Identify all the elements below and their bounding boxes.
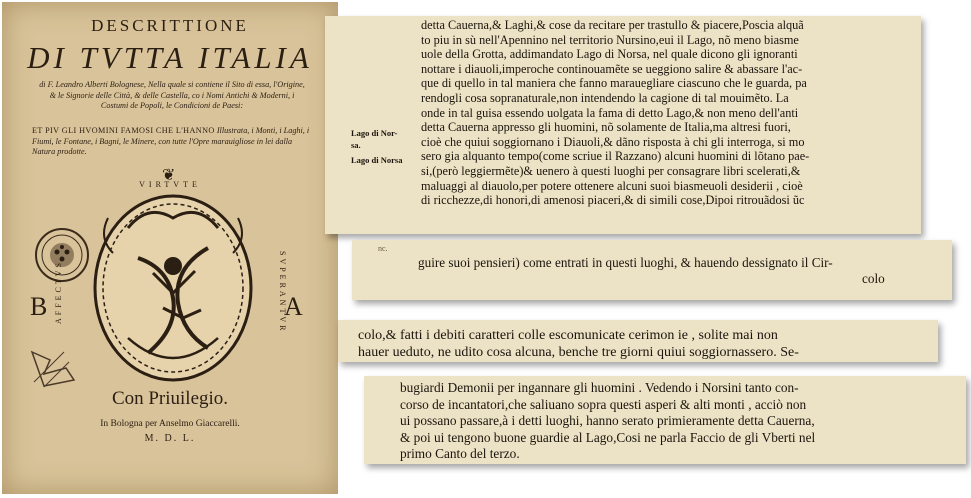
title-et-italic: Illustrata, i Monti, i Laghi, i Fiumi, le Fontane, i Bagni, le Minere, con tutte l'Opre marauigliose in lei dalla Natura prodotte.	[32, 126, 310, 156]
text-line: onde in tal guisa essendo uolgata la fama di detto Lago,& non meno dell'anti	[421, 105, 799, 120]
text-excerpt-4	[364, 376, 966, 464]
title-et-caps: ET PIV GLI HVOMINI FAMOSI CHE L'HANNO	[32, 126, 215, 135]
motto-right: SVPERANTVR	[278, 250, 287, 334]
margin-note: Lago di Norsa	[351, 155, 403, 165]
motto-top: VIRTVTE	[139, 180, 201, 189]
text-line: bugiardi Demonii per ingannare gli huomini . Vedendo i Norsini tanto con-	[400, 380, 799, 395]
text-line: maluaggi al diauolo,per potere ottenere alcuni suoi biasmeuoli desiderii , cioè	[421, 178, 803, 193]
text-line: que di quello in tal maniera che fanno marauegliare ciascuno che le guarda, pa	[421, 76, 807, 91]
text-line: rendogli cosa sopranaturale,non intendendo la cagione di tal mouimẽto. La	[421, 90, 789, 105]
margin-note: Lago di Nor-	[351, 128, 398, 138]
text-line: colo	[862, 271, 885, 286]
publication-date: M. D. L.	[144, 433, 196, 444]
text-line: detta Cauerna appresso gli huomini, nõ solamente de Italia,ma altresi fuori,	[421, 120, 791, 135]
initial-a: A	[284, 292, 303, 321]
text-excerpt-2	[352, 240, 952, 300]
text-line: to piu in sù nell'Apennino nel territorio Nursino,eui il Lago, nõ meno biasme	[421, 32, 799, 47]
title-heading-small: DESCRITTIONE	[91, 16, 249, 35]
text-excerpt-3	[338, 320, 938, 362]
title-subtitle: di F. Leandro Alberti Bolognese, Nella quale si contiene il Sito di essa, l'Origine, & le Signorie delle Città, & delle Castella, co i Nomi Antichi & Moderni, i Costumi de Popoli, le Condicioni de Paesi:	[39, 80, 305, 110]
text-line: hauer ueduto, ne udito cosa alcuna, benche tre giorni quiui soggiornassero. Se-	[358, 345, 799, 360]
text-line: uole della Grotta, addimandato Lago di Norsa, nel quale dicono gli ignoranti	[421, 47, 798, 62]
excerpt-1-body	[421, 18, 917, 208]
text-line: colo,& fatti i debiti caratteri colle escomunicate cerimon ie , solite mai non	[358, 328, 778, 343]
text-line: ui possano passare,à i detti luoghi, hanno serato primieramente detta Cauerna,	[400, 413, 815, 428]
text-line: corso de incantatori,che saliuano sopra questi asperi & alti monti , acciò non	[400, 396, 807, 412]
title-page	[2, 2, 338, 494]
text-line: & poi ui tengono buone guardie al Lago,Cosi ne parla Faccio de gli Vberti nel	[400, 429, 816, 445]
excerpt-2-body	[418, 255, 948, 287]
privilege-line: Con Priuilegio.	[111, 388, 229, 409]
text-line: detta Cauerna,& Laghi,& cose da recitare per trastullo & piacere,Poscia alquã	[421, 18, 804, 32]
text-line: guire suoi pensieri) come entrati in questi luoghi, & hauendo dessignato il Cir-	[418, 255, 833, 270]
excerpt-3-body	[358, 327, 934, 361]
text-line: primo Canto del terzo.	[400, 446, 520, 461]
text-line: si,(però leggiermẽte)& uenero à questi luoghi per consagrare libri scelerati,&	[421, 163, 801, 178]
motto-left: AFFECTVS	[54, 260, 63, 325]
title-et-block	[32, 126, 316, 158]
fleuron-icon: ❦	[162, 167, 176, 184]
text-excerpt-1	[325, 16, 921, 234]
margin-note: sa.	[351, 140, 361, 150]
text-line: di ricchezze,di honori,di amenosi piaceri,& di simili cose,Dipoi ritrouãdosi ũc	[421, 193, 805, 208]
text-line: sero gia alquanto tempo(come scriue il Razzano) alcuni huomini di lõtano pae-	[421, 149, 810, 164]
excerpt-4-body	[400, 380, 962, 463]
printer-device-emblem	[68, 188, 278, 388]
margin-fragment: nc.	[378, 244, 388, 253]
text-line: cioè che quiui soggiornano i Diauoli,& dãno risposta à chi gli interroga, si mo	[421, 134, 805, 149]
initial-b: B	[30, 292, 48, 321]
text-line: nottare i diauoli,imperoche continouamẽte se ueggiono salire & abassare l'ac-	[421, 61, 803, 76]
library-stamp	[24, 342, 82, 392]
publisher-line: In Bologna per Anselmo Giaccarelli.	[100, 419, 240, 429]
title-heading-large: DI TVTTA ITALIA	[27, 40, 313, 75]
